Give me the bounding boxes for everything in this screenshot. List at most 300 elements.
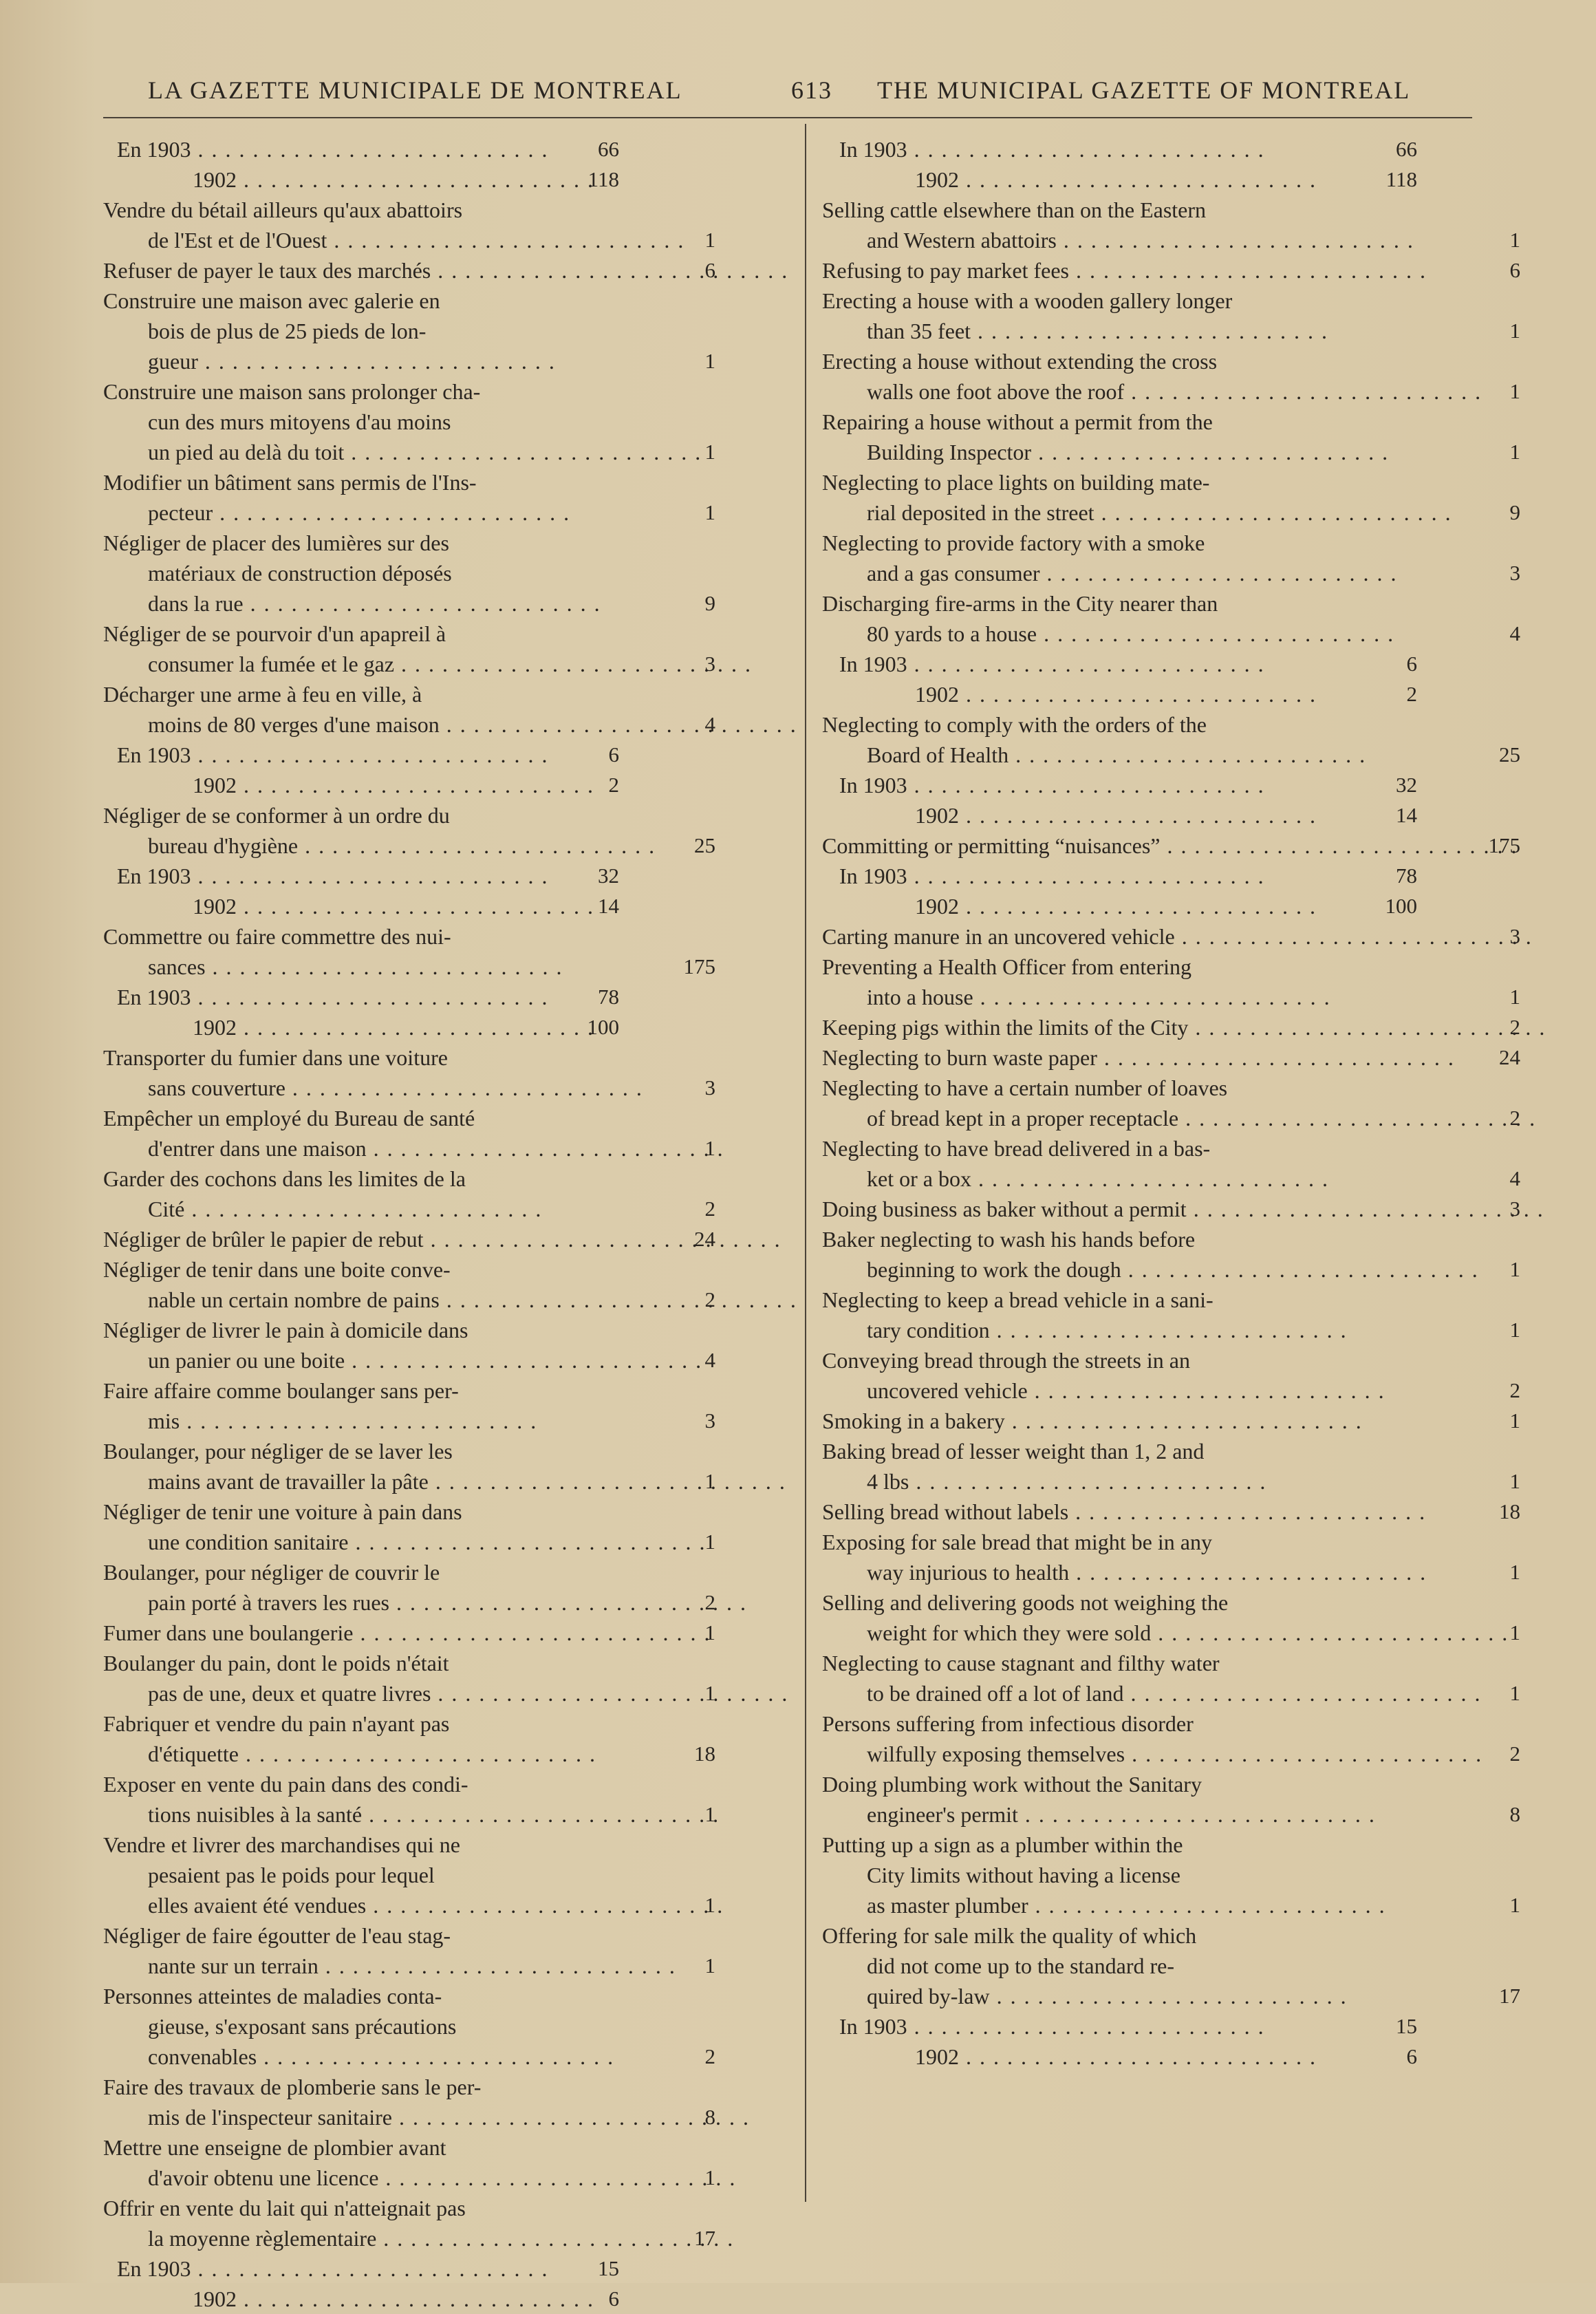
description-line: matériaux de construction déposés [148,561,452,586]
total-count: 2 [1509,1742,1520,1766]
table-row [103,2253,791,2284]
table-row [103,1042,791,1103]
table-row [103,134,791,164]
total-count: 1 [704,1893,715,1917]
description-line: une condition sanitaire . . . [148,1527,660,1557]
offence-description [103,1920,660,1981]
total-count: 1 [704,1469,715,1493]
offence-description [103,1375,660,1436]
offence-description [103,1830,660,1920]
table-row [822,1224,1531,1285]
description-line: d'avoir obtenu une licence . . . [148,2163,660,2193]
table-row [822,1133,1531,1194]
offence-description [822,1436,1379,1497]
description-line: Conveying bread through the streets in an [822,1348,1190,1373]
offence-description [103,1224,660,1254]
table-row [822,588,1531,649]
description-line: Négliger de faire égoutter de l'eau stag- [103,1923,451,1948]
offence-description [822,1012,1379,1042]
total-count: 1 [1509,1893,1520,1917]
description-line: 1902 . . . [148,2284,660,2314]
total-count: 8 [704,2105,715,2129]
description-line: 1902 . . . [867,679,1379,709]
total-count: 1 [704,1620,715,1645]
description-line: Personnes atteintes de maladies conta- [103,1984,442,2008]
description-line: En 1903 . . . [103,134,616,164]
description-line: En 1903 . . . [103,2253,616,2284]
description-line: Selling and delivering goods not weighing the [822,1590,1229,1615]
yearly-count: 6 [608,742,619,767]
description-line: Neglecting to provide factory with a smoke [822,531,1205,555]
offence-description [103,134,616,164]
table-row [822,1769,1531,1830]
offence-description [822,346,1379,407]
offence-description [822,891,1379,921]
table-row [822,921,1531,952]
offence-description [103,891,660,921]
table-row [822,1587,1531,1648]
offence-description [822,467,1379,528]
table-row [822,467,1531,528]
offence-description [103,195,660,255]
total-count: 25 [1499,742,1520,767]
table-row [103,1254,791,1315]
column-divider [805,124,806,2202]
description-line: Négliger de se conformer à un ordre du [103,803,450,828]
table-row [822,1012,1531,1042]
offence-description [822,831,1379,861]
description-line: Négliger de livrer le pain à domicile dans [103,1318,468,1342]
header-rule [103,117,1472,118]
total-count: 9 [1509,500,1520,524]
table-row [103,1103,791,1164]
header-title-english: THE MUNICIPAL GAZETTE OF MONTREAL [877,76,1411,104]
description-line: Exposer en vente du pain dans des condi- [103,1772,468,1797]
total-count: 1 [1509,1681,1520,1705]
description-line: 1902 . . . [867,800,1379,831]
table-row [822,1073,1531,1133]
total-count: 1 [1509,1408,1520,1433]
description-line: Committing or permitting “nuisances” . . . [867,831,1379,861]
table-row [103,1436,791,1497]
offence-description [103,740,616,770]
description-line: Refusing to pay market fees . . . [867,255,1379,286]
table-row [103,1224,791,1254]
total-count: 17 [694,2226,715,2250]
table-row [822,255,1531,286]
description-line: Fabriquer et vendre du pain n'ayant pas [103,1711,450,1736]
table-row [822,1285,1531,1345]
offence-description [103,1315,660,1375]
offence-description [103,2193,660,2253]
description-line: Boulanger, pour négliger de couvrir le [103,1560,440,1585]
offence-description [822,2011,1335,2042]
offence-description [822,1648,1379,1708]
description-line: Neglecting to keep a bread vehicle in a sani- [822,1287,1214,1312]
offence-description [822,588,1379,649]
description-line: Mettre une enseigne de plombier avant [103,2135,446,2160]
page-number: 613 [791,76,832,104]
total-count: 2 [704,1197,715,1221]
table-row [103,1164,791,1224]
table-row [822,164,1531,195]
table-row [103,1708,791,1769]
description-line: Smoking in a bakery . . . [867,1406,1379,1436]
description-line: bureau d'hygiène . . . [148,831,660,861]
table-row [822,1648,1531,1708]
offence-description [103,921,660,982]
total-count: 1 [1509,379,1520,403]
yearly-count: 78 [1396,864,1417,888]
offence-description [822,1497,1379,1527]
table-row [822,891,1531,921]
description-line: Transporter du fumier dans une voiture [103,1045,448,1070]
total-count: 1 [1509,319,1520,343]
table-row [822,134,1531,164]
table-row [103,1830,791,1920]
total-count: 3 [1509,924,1520,948]
description-line: cun des murs mitoyens d'au moins [148,409,451,434]
description-line: City limits without having a license [867,1863,1180,1887]
table-row [822,1708,1531,1769]
description-line: 80 yards to a house . . . [867,619,1379,649]
offence-description [822,1073,1379,1133]
offence-description [103,1164,660,1224]
offence-description [822,1708,1379,1769]
description-line: Offering for sale milk the quality of which [822,1923,1197,1948]
description-line: Selling cattle elsewhere than on the Eastern [822,197,1207,222]
description-line: Putting up a sign as a plumber within the [822,1832,1183,1857]
table-row [822,1194,1531,1224]
description-line: walls one foot above the roof . . . [867,376,1379,407]
total-count: 3 [704,652,715,676]
description-line: Repairing a house without a permit from the [822,409,1213,434]
description-line: Neglecting to burn waste paper . . . [867,1042,1379,1073]
description-line: nable un certain nombre de pains . . . [148,1285,660,1315]
total-count: 9 [704,591,715,615]
table-row [103,286,791,376]
description-line: Keeping pigs within the limits of the City . . . [867,1012,1379,1042]
total-count: 1 [1509,1560,1520,1584]
table-row [103,770,791,800]
total-count: 2 [704,1590,715,1614]
description-line: Décharger une arme à feu en ville, à [103,682,422,707]
table-row [822,528,1531,588]
total-count: 175 [683,954,715,978]
offence-description [103,1254,660,1315]
description-line: rial deposited in the street . . . [867,497,1379,528]
description-line: Construire une maison sans prolonger cha- [103,379,481,404]
description-line: nante sur un terrain . . . [148,1951,660,1981]
table-row [822,1830,1531,1920]
offence-description [822,286,1379,346]
offence-description [103,1012,660,1042]
description-line: consumer la fumée et le gaz . . . [148,649,660,679]
description-line: Négliger de brûler le papier de rebut . . . [148,1224,660,1254]
description-line: dans la rue . . . [148,588,660,619]
description-line: convenables . . . [148,2042,660,2072]
table-row [103,1557,791,1618]
table-row [103,2072,791,2132]
description-line: gueur . . . [148,346,660,376]
table-row [822,1497,1531,1527]
description-line: In 1903 . . . [822,649,1335,679]
table-row [103,195,791,255]
description-line: Selling bread without labels . . . [867,1497,1379,1527]
description-line: did not come up to the standard re- [867,1953,1174,1978]
description-line: Négliger de placer des lumières sur des [103,531,449,555]
offence-description [822,1133,1379,1194]
total-count: 3 [704,1408,715,1433]
description-line: Garder des cochons dans les limites de la [103,1166,466,1191]
total-count: 2 [704,1287,715,1311]
table-row [822,831,1531,861]
total-count: 18 [694,1742,715,1766]
table-row [103,528,791,619]
table-row [103,467,791,528]
table-row [822,679,1531,709]
offence-description [822,1224,1379,1285]
description-line: into a house . . . [867,982,1379,1012]
description-line: Fumer dans une boulangerie . . . [148,1618,660,1648]
offence-description [822,649,1335,679]
description-line: Offrir en vente du lait qui n'atteignait pas [103,2196,466,2220]
table-row [103,619,791,679]
description-line: quired by-law . . . [867,1981,1379,2011]
offence-description [103,800,660,861]
offence-description [822,1406,1379,1436]
description-line: Vendre du bétail ailleurs qu'aux abattoirs [103,197,463,222]
total-count: 1 [704,1530,715,1554]
table-row [103,1648,791,1708]
offence-description [822,1194,1379,1224]
offence-description [822,164,1379,195]
offence-description [103,1981,660,2072]
description-line: In 1903 . . . [822,770,1335,800]
description-line: En 1903 . . . [103,861,616,891]
description-line: Refuser de payer le taux des marchés . . . [148,255,660,286]
description-line: 1902 . . . [148,164,660,195]
description-line: Modifier un bâtiment sans permis de l'Ins- [103,470,477,495]
offence-description [822,1920,1379,2011]
total-count: 1 [704,349,715,373]
table-row [103,1497,791,1557]
description-line: un pied au delà du toit . . . [148,437,660,467]
table-row [103,921,791,982]
table-row [103,891,791,921]
total-count: 18 [1499,1499,1520,1523]
yearly-count: 66 [598,137,619,161]
yearly-count: 2 [1406,682,1417,706]
header-title-french: LA GAZETTE MUNICIPALE DE MONTREAL [148,76,682,104]
yearly-count: 14 [1396,803,1417,827]
offence-description [103,1042,660,1103]
table-row [103,1375,791,1436]
description-line: mains avant de travailler la pâte . . . [148,1466,660,1497]
description-line: In 1903 . . . [822,134,1335,164]
description-line: of bread kept in a proper receptacle . . . [867,1103,1379,1133]
description-line: En 1903 . . . [103,982,616,1012]
description-line: un panier ou une boite . . . [148,1345,660,1375]
total-count: 1 [1509,1620,1520,1645]
description-line: In 1903 . . . [822,2011,1335,2042]
total-count: 4 [704,1348,715,1372]
description-line: 1902 . . . [867,2042,1379,2072]
description-line: Board of Health . . . [867,740,1379,770]
table-row [822,1406,1531,1436]
total-count: 24 [1499,1045,1520,1069]
offence-description [103,376,660,467]
total-count: 3 [704,1075,715,1100]
description-line: engineer's permit . . . [867,1799,1379,1830]
description-line: Neglecting to cause stagnant and filthy water [822,1651,1220,1675]
total-count: 1 [1509,1469,1520,1493]
description-line: 1902 . . . [148,770,660,800]
yearly-count: 118 [587,167,619,191]
description-line: En 1903 . . . [103,740,616,770]
total-count: 1 [1509,228,1520,252]
offence-description [103,1557,660,1618]
french-column [103,134,791,2314]
description-line: sans couverture . . . [148,1073,660,1103]
total-count: 2 [1509,1378,1520,1402]
offence-description [103,1436,660,1497]
description-line: elles avaient été vendues . . . [148,1890,660,1920]
description-line: de l'Est et de l'Ouest . . . [148,225,660,255]
offence-description [822,1285,1379,1345]
description-line: and Western abattoirs . . . [867,225,1379,255]
description-line: ket or a box . . . [867,1164,1379,1194]
description-line: 4 lbs . . . [867,1466,1379,1497]
yearly-count: 2 [608,773,619,797]
table-row [103,164,791,195]
offence-description [822,195,1379,255]
table-row [822,952,1531,1012]
offence-description [822,679,1379,709]
description-line: Erecting a house with a wooden gallery longer [822,288,1233,313]
description-line: as master plumber . . . [867,1890,1379,1920]
description-line: pesaient pas le poids pour lequel [148,1863,435,1887]
yearly-count: 15 [598,2256,619,2280]
description-line: to be drained off a lot of land . . . [867,1678,1379,1708]
offence-description [822,1042,1379,1073]
description-line: 1902 . . . [867,164,1379,195]
table-row [103,861,791,891]
table-row [822,286,1531,346]
description-line: uncovered vehicle . . . [867,1375,1379,1406]
description-line: Négliger de tenir une voiture à pain dans [103,1499,462,1524]
total-count: 6 [704,258,715,282]
description-line: d'étiquette . . . [148,1739,660,1769]
total-count: 1 [704,440,715,464]
description-line: Baking bread of lesser weight than 1, 2 and [822,1439,1205,1464]
offence-description [822,2042,1379,2072]
total-count: 1 [704,1953,715,1978]
description-line: d'entrer dans une maison . . . [148,1133,660,1164]
description-line: Discharging fire-arms in the City nearer than [822,591,1218,616]
description-line: Faire des travaux de plomberie sans le per- [103,2075,482,2099]
total-count: 1 [1509,1318,1520,1342]
description-line: Faire affaire comme boulanger sans per- [103,1378,459,1403]
total-count: 1 [704,1681,715,1705]
offence-description [103,2253,616,2284]
total-count: 175 [1488,833,1520,857]
offence-description [103,1708,660,1769]
total-count: 8 [1509,1802,1520,1826]
description-line: Neglecting to have bread delivered in a bas- [822,1136,1211,1161]
total-count: 1 [704,500,715,524]
yearly-count: 6 [1406,2044,1417,2068]
yearly-count: 66 [1396,137,1417,161]
description-line: mis de l'inspecteur sanitaire . . . [148,2102,660,2132]
offence-description [103,1103,660,1164]
offence-description [822,861,1335,891]
description-line: Empêcher un employé du Bureau de santé [103,1106,475,1131]
offence-description [822,407,1379,467]
total-count: 1 [704,1802,715,1826]
total-count: 6 [1509,258,1520,282]
total-count: 1 [704,228,715,252]
total-count: 2 [1509,1106,1520,1130]
description-line: Boulanger du pain, dont le poids n'était [103,1651,449,1675]
description-line: beginning to work the dough . . . [867,1254,1379,1285]
offence-description [822,1345,1379,1406]
table-row [103,679,791,740]
description-line: pain porté à travers les rues . . . [148,1587,660,1618]
description-line: Boulanger, pour négliger de se laver les [103,1439,453,1464]
description-line: In 1903 . . . [822,861,1335,891]
offence-description [103,528,660,619]
description-line: la moyenne règlementaire . . . [148,2223,660,2253]
yearly-count: 6 [608,2286,619,2311]
table-row [822,649,1531,679]
total-count: 3 [1509,561,1520,585]
total-count: 4 [1509,621,1520,645]
yearly-count: 32 [598,864,619,888]
description-line: weight for which they were sold . . . [867,1618,1379,1648]
offence-description [103,1769,660,1830]
table-row [822,346,1531,407]
offence-description [822,1527,1379,1587]
yearly-count: 14 [598,894,619,918]
table-row [822,770,1531,800]
offence-description [822,1587,1379,1648]
description-line: pecteur . . . [148,497,660,528]
description-line: Persons suffering from infectious disorder [822,1711,1194,1736]
yearly-count: 118 [1385,167,1417,191]
offence-description [103,164,660,195]
offence-description [822,800,1379,831]
offence-description [103,286,660,376]
total-count: 17 [1499,1984,1520,2008]
offence-description [103,770,660,800]
table-row [822,1436,1531,1497]
description-line: than 35 feet . . . [867,316,1379,346]
offence-description [822,952,1379,1012]
total-count: 3 [1509,1197,1520,1221]
offence-description [103,255,660,286]
description-line: Construire une maison avec galerie en [103,288,440,313]
description-line: Négliger de tenir dans une boite conve- [103,1257,451,1282]
offence-description [103,1618,660,1648]
description-line: Baker neglecting to wash his hands before [822,1227,1196,1252]
description-line: way injurious to health . . . [867,1557,1379,1587]
table-row [822,2042,1531,2072]
total-count: 2 [704,2044,715,2068]
offence-description [822,770,1335,800]
table-row [103,1769,791,1830]
offence-description [103,1648,660,1708]
